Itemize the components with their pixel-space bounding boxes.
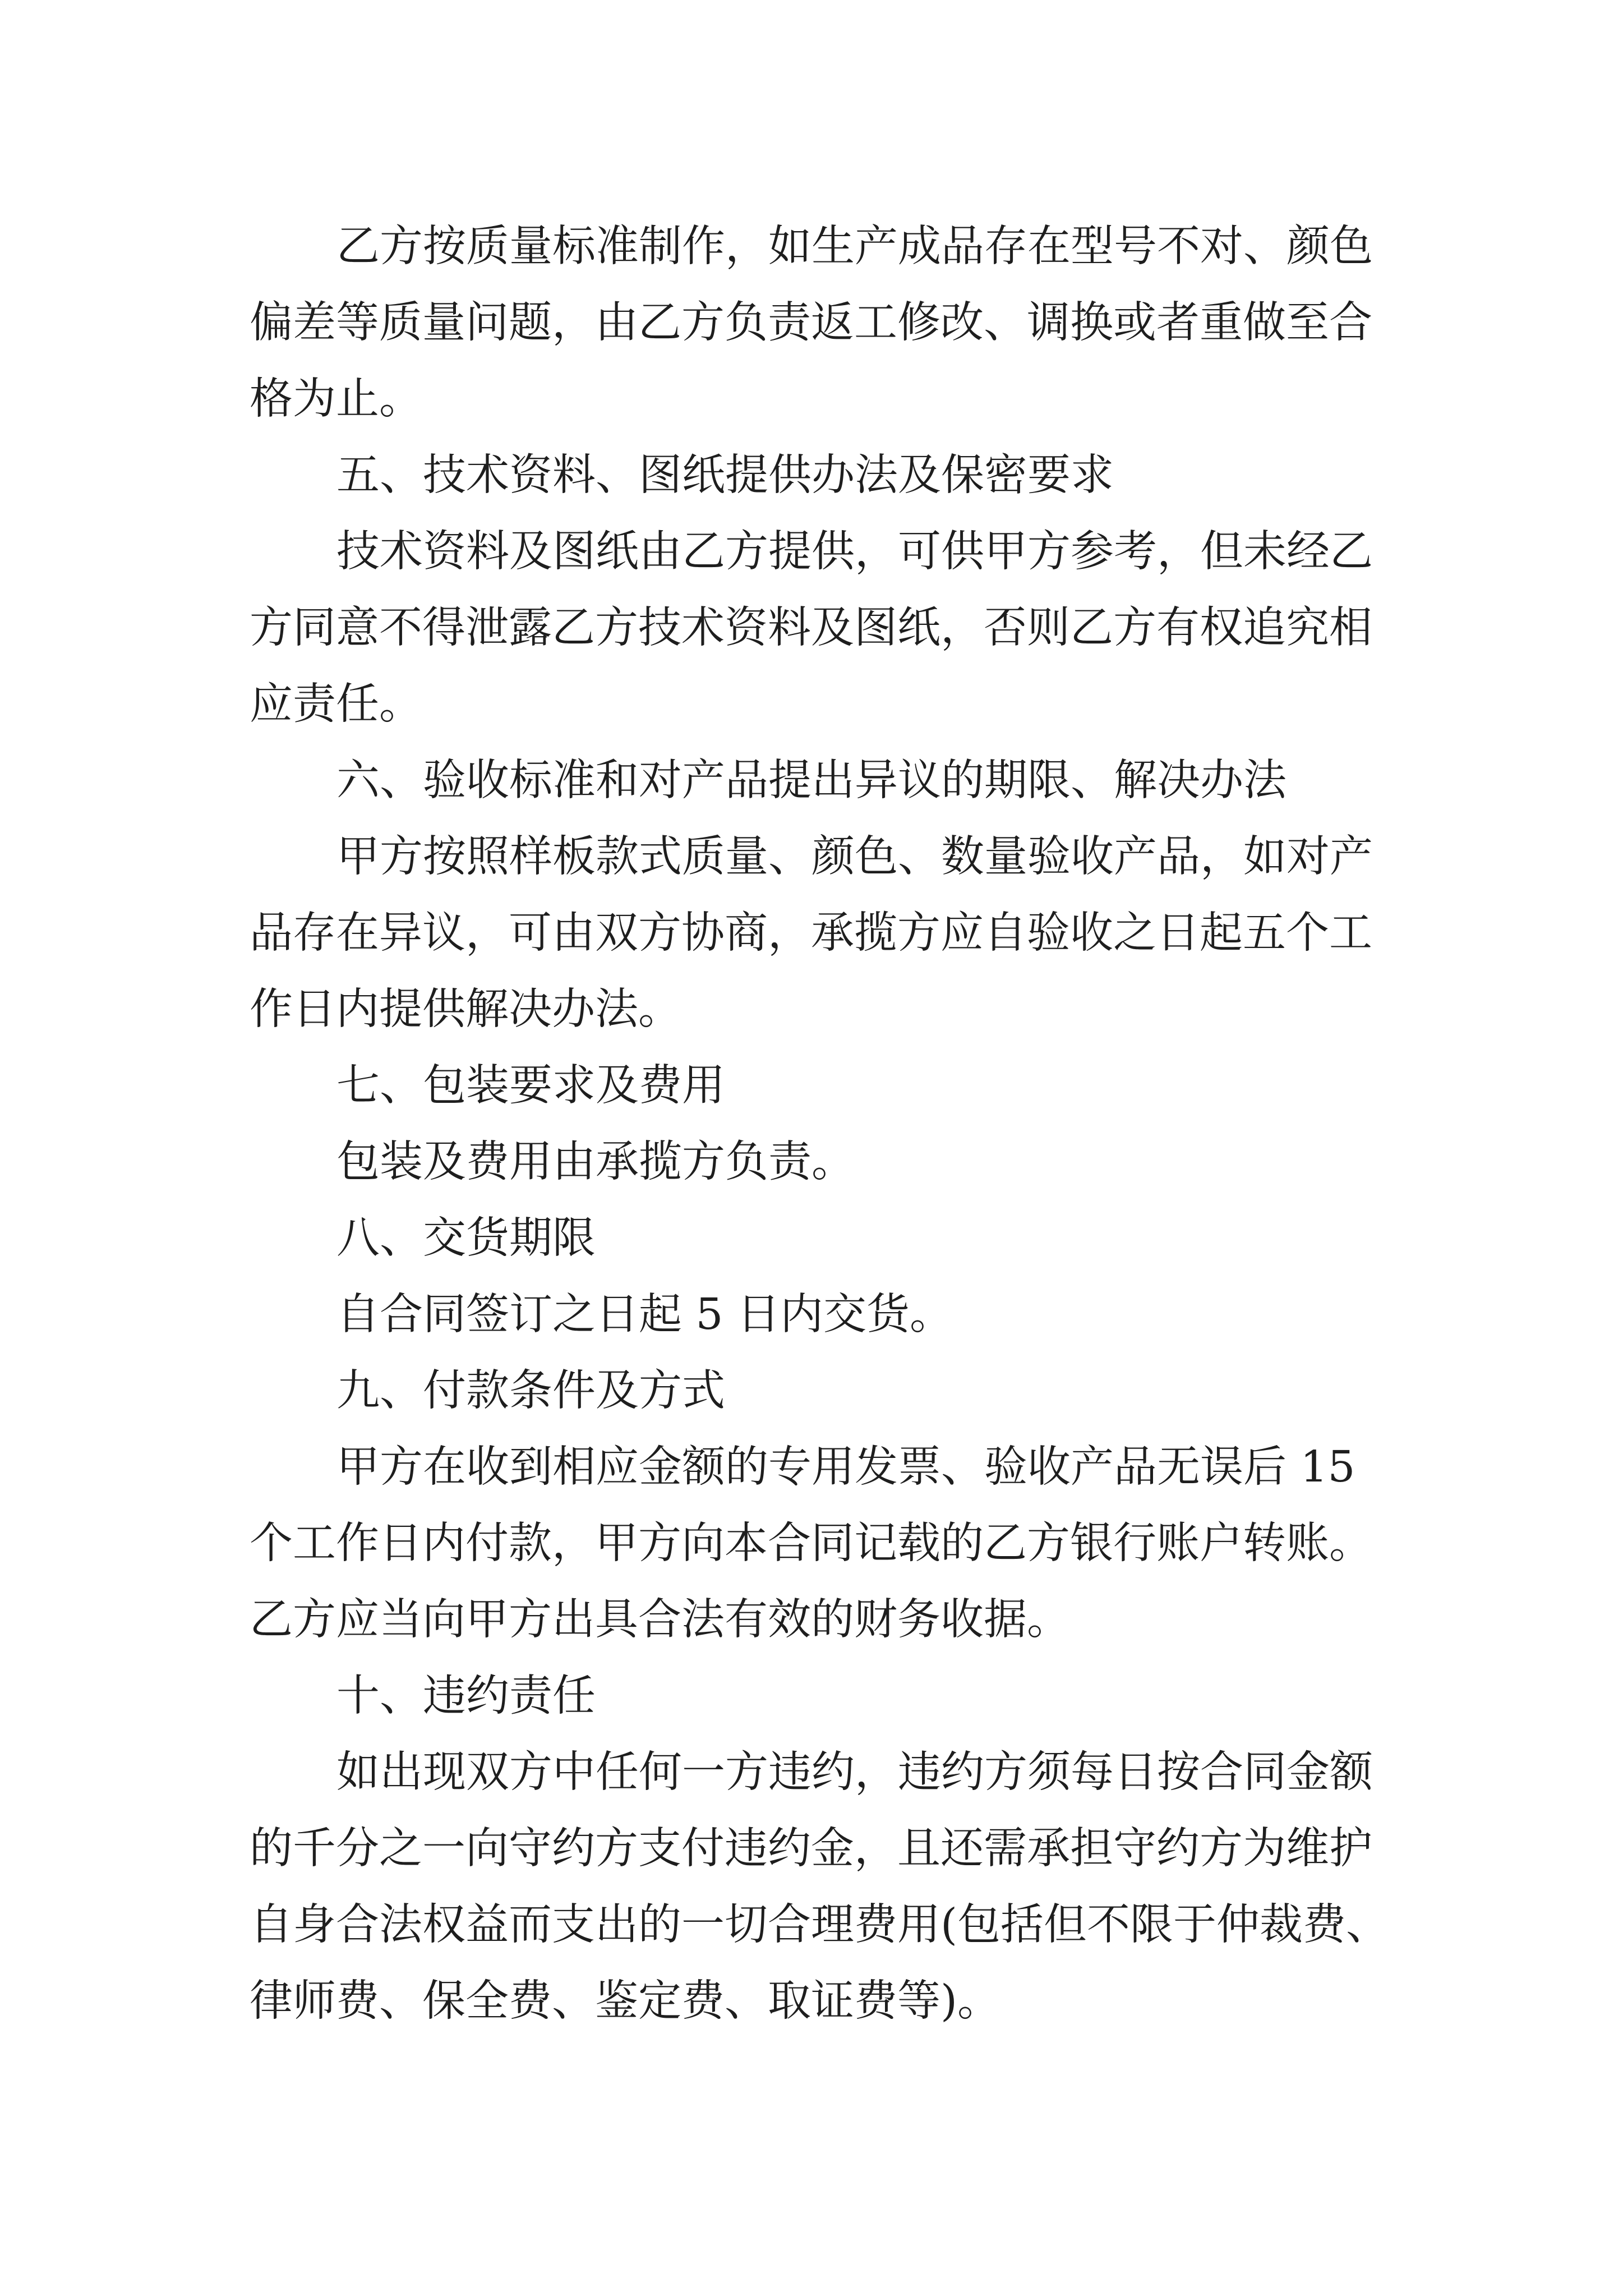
section-heading-8 — [250, 1200, 1623, 1277]
paragraph-line: 方同意不得泄露乙方技术资料及图纸，否则乙方有权追究相 — [250, 603, 1372, 653]
paragraph-line: 自合同签订之日起 5 日内交货。 — [336, 1290, 953, 1340]
paragraph-line: 律师费、保全费、鉴定费、取证费等)。 — [250, 1976, 1001, 2026]
section-heading: 八、交货期限 — [336, 1213, 596, 1263]
paragraph-line: 甲方按照样板款式质量、颜色、数量验收产品，如对产 — [336, 832, 1373, 882]
section-heading: 十、违约责任 — [336, 1671, 596, 1721]
paragraph-line: 作日内提供解决办法。 — [250, 984, 681, 1034]
paragraph-line: 偏差等质量问题，由乙方负责返工修改、调换或者重做至合 — [250, 298, 1372, 348]
paragraph-line: 乙方按质量标准制作，如生产成品存在型号不对、颜色 — [336, 222, 1373, 272]
paragraph-line: 的千分之一向守约方支付违约金，且还需承担守约方为维护 — [250, 1824, 1372, 1874]
section-heading-6 — [250, 743, 1623, 819]
section-heading-10 — [250, 1658, 1623, 1734]
paragraph-line: 品存在异议，可由双方协商，承揽方应自验收之日起五个工 — [250, 908, 1372, 958]
paragraph-packaging — [250, 1124, 1623, 1200]
paragraph-delivery — [250, 1277, 1623, 1353]
section-heading: 六、验收标准和对产品提出异议的期限、解决办法 — [336, 756, 1287, 806]
paragraph-line: 格为止。 — [250, 374, 422, 424]
paragraph-payment — [250, 1429, 1623, 1658]
paragraph-line: 技术资料及图纸由乙方提供，可供甲方参考，但未经乙 — [336, 527, 1373, 577]
paragraph-technical-data — [250, 514, 1623, 743]
paragraph-acceptance — [250, 819, 1623, 1048]
paragraph-line: 乙方应当向甲方出具合法有效的财务收据。 — [250, 1595, 1070, 1645]
paragraph-line: 个工作日内付款，甲方向本合同记载的乙方银行账户转账。 — [250, 1519, 1372, 1568]
section-heading: 九、付款条件及方式 — [336, 1366, 725, 1416]
section-heading: 七、包装要求及费用 — [336, 1061, 725, 1111]
paragraph-line: 甲方在收到相应金额的专用发票、验收产品无误后 15 — [336, 1442, 1355, 1492]
paragraph-line: 包装及费用由承揽方负责。 — [336, 1137, 855, 1187]
paragraph-line: 应责任。 — [250, 679, 422, 729]
section-heading-5 — [250, 438, 1623, 514]
paragraph-quality-repair — [250, 209, 1623, 438]
paragraph-line: 如出现双方中任何一方违约，违约方须每日按合同金额 — [336, 1747, 1373, 1797]
section-heading: 五、技术资料、图纸提供办法及保密要求 — [336, 450, 1114, 500]
section-heading-9 — [250, 1353, 1623, 1429]
paragraph-liability — [250, 1734, 1623, 2040]
paragraph-line: 自身合法权益而支出的一切合理费用(包括但不限于仲裁费、 — [250, 1900, 1390, 1950]
section-heading-7 — [250, 1048, 1623, 1124]
